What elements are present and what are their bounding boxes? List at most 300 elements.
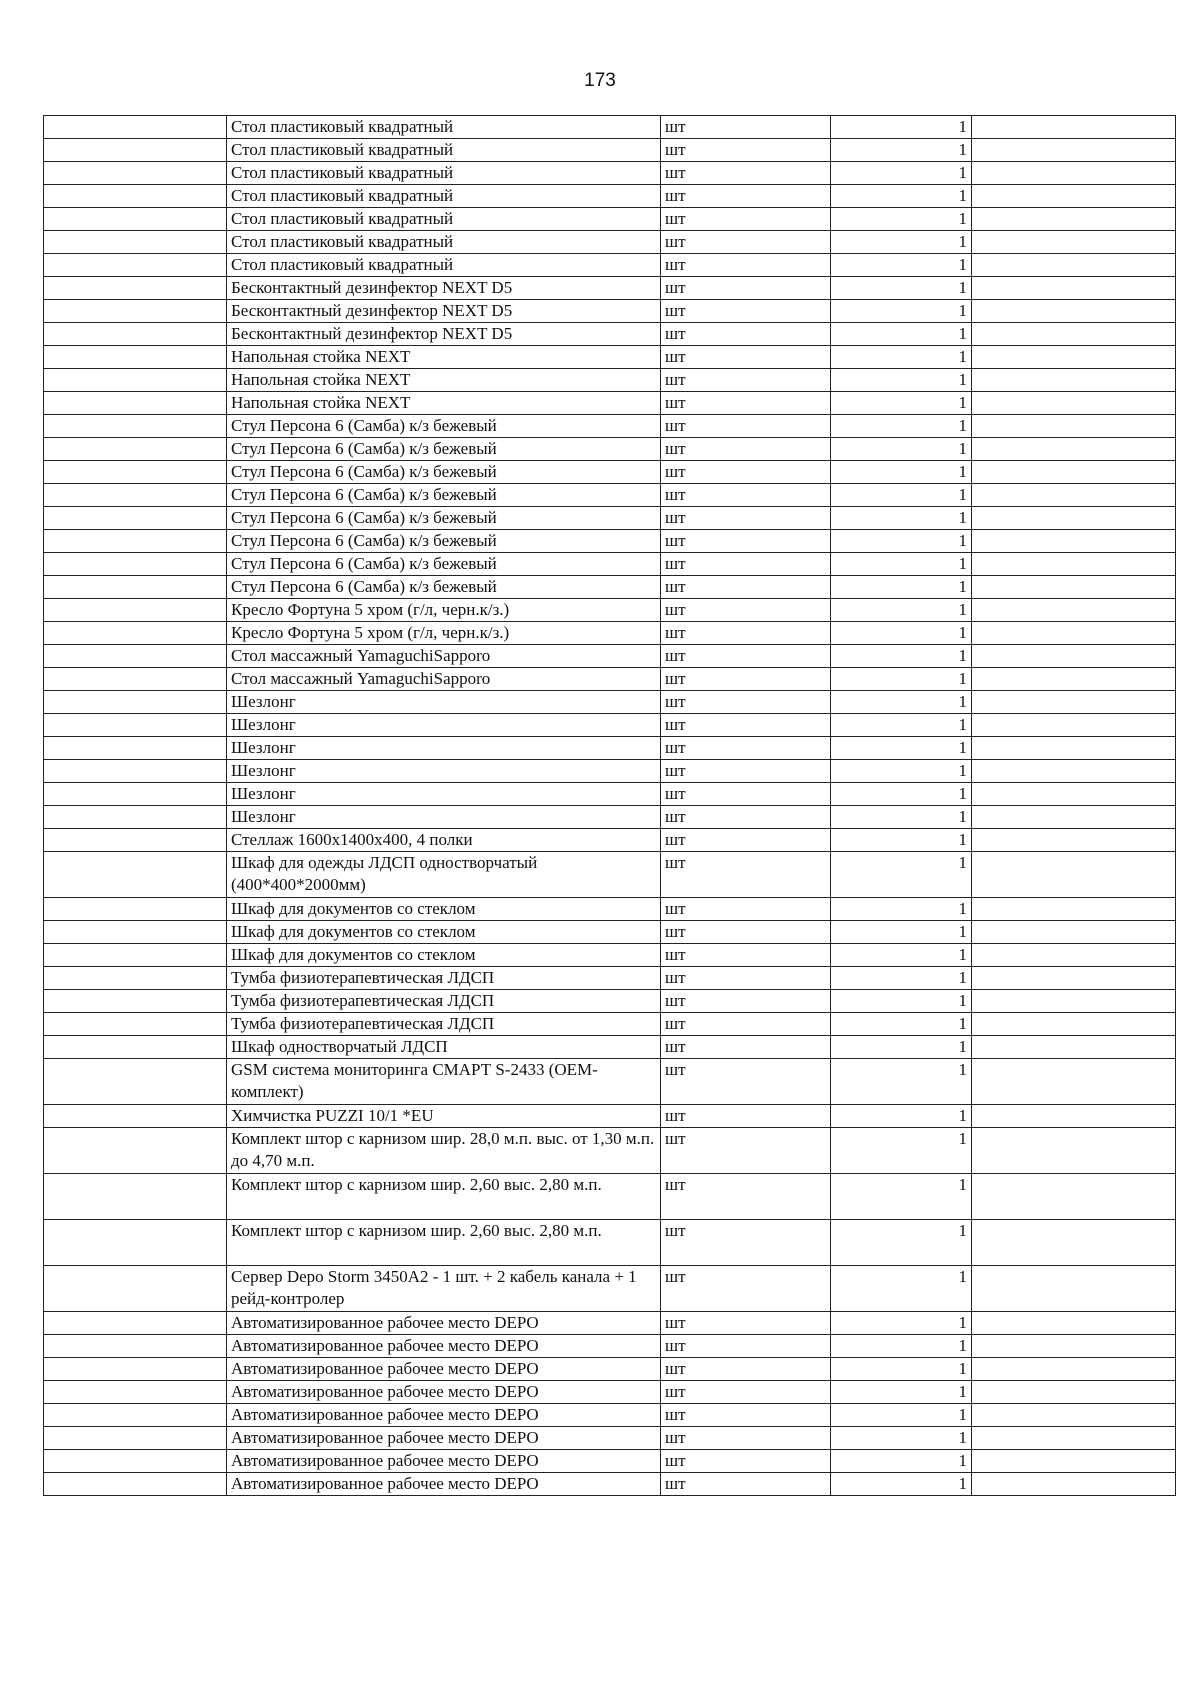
item-name-cell: Автоматизированное рабочее место DEPO bbox=[227, 1404, 661, 1427]
item-note-cell bbox=[972, 967, 1176, 990]
item-name-cell: Шкаф одностворчатый ЛДСП bbox=[227, 1036, 661, 1059]
item-unit-cell: шт bbox=[661, 783, 831, 806]
table-cell-blank bbox=[44, 1335, 227, 1358]
item-quantity-cell: 1 bbox=[831, 369, 972, 392]
item-quantity-cell: 1 bbox=[831, 714, 972, 737]
item-quantity-cell: 1 bbox=[831, 1404, 972, 1427]
item-note-cell bbox=[972, 1312, 1176, 1335]
item-name-cell: Автоматизированное рабочее место DEPO bbox=[227, 1381, 661, 1404]
table-cell-blank bbox=[44, 139, 227, 162]
table-cell-blank bbox=[44, 300, 227, 323]
table-cell-blank bbox=[44, 553, 227, 576]
item-quantity-cell: 1 bbox=[831, 1128, 972, 1174]
item-name-cell: Стол пластиковый квадратный bbox=[227, 116, 661, 139]
item-name-cell: Химчистка PUZZI 10/1 *EU bbox=[227, 1105, 661, 1128]
item-unit-cell: шт bbox=[661, 392, 831, 415]
table-row bbox=[44, 714, 1176, 737]
table-row bbox=[44, 783, 1176, 806]
item-note-cell bbox=[972, 484, 1176, 507]
table-row bbox=[44, 139, 1176, 162]
table-cell-blank bbox=[44, 760, 227, 783]
table-cell-blank bbox=[44, 668, 227, 691]
item-note-cell bbox=[972, 1358, 1176, 1381]
item-unit-cell: шт bbox=[661, 1220, 831, 1266]
table-cell-blank bbox=[44, 507, 227, 530]
item-quantity-cell: 1 bbox=[831, 461, 972, 484]
item-name-cell: Стул Персона 6 (Самба) к/з бежевый bbox=[227, 438, 661, 461]
item-name-cell: Стул Персона 6 (Самба) к/з бежевый bbox=[227, 461, 661, 484]
table-cell-blank bbox=[44, 1059, 227, 1105]
item-unit-cell: шт bbox=[661, 599, 831, 622]
item-quantity-cell: 1 bbox=[831, 898, 972, 921]
item-quantity-cell: 1 bbox=[831, 139, 972, 162]
item-note-cell bbox=[972, 300, 1176, 323]
item-quantity-cell: 1 bbox=[831, 1036, 972, 1059]
table-cell-blank bbox=[44, 277, 227, 300]
item-note-cell bbox=[972, 1220, 1176, 1266]
item-name-cell: Тумба физиотерапевтическая ЛДСП bbox=[227, 967, 661, 990]
item-unit-cell: шт bbox=[661, 737, 831, 760]
item-note-cell bbox=[972, 461, 1176, 484]
item-unit-cell: шт bbox=[661, 1450, 831, 1473]
item-unit-cell: шт bbox=[661, 829, 831, 852]
table-cell-blank bbox=[44, 829, 227, 852]
table-row bbox=[44, 1036, 1176, 1059]
item-quantity-cell: 1 bbox=[831, 208, 972, 231]
item-note-cell bbox=[972, 1105, 1176, 1128]
item-quantity-cell: 1 bbox=[831, 1220, 972, 1266]
item-name-cell: Шкаф для документов со стеклом bbox=[227, 898, 661, 921]
item-note-cell bbox=[972, 1013, 1176, 1036]
item-unit-cell: шт bbox=[661, 1335, 831, 1358]
table-row bbox=[44, 254, 1176, 277]
table-cell-blank bbox=[44, 530, 227, 553]
table-cell-blank bbox=[44, 1266, 227, 1312]
page-number: 173 bbox=[584, 70, 616, 91]
item-quantity-cell: 1 bbox=[831, 277, 972, 300]
item-name-cell: Стул Персона 6 (Самба) к/з бежевый bbox=[227, 484, 661, 507]
table-row bbox=[44, 1105, 1176, 1128]
table-row bbox=[44, 507, 1176, 530]
item-quantity-cell: 1 bbox=[831, 1473, 972, 1496]
table-row bbox=[44, 1174, 1176, 1220]
item-note-cell bbox=[972, 553, 1176, 576]
item-note-cell bbox=[972, 1450, 1176, 1473]
table-cell-blank bbox=[44, 346, 227, 369]
item-note-cell bbox=[972, 898, 1176, 921]
item-note-cell bbox=[972, 162, 1176, 185]
table-cell-blank bbox=[44, 1427, 227, 1450]
item-note-cell bbox=[972, 369, 1176, 392]
item-quantity-cell: 1 bbox=[831, 829, 972, 852]
item-note-cell bbox=[972, 576, 1176, 599]
item-note-cell bbox=[972, 783, 1176, 806]
item-unit-cell: шт bbox=[661, 1381, 831, 1404]
table-cell-blank bbox=[44, 254, 227, 277]
inventory-table bbox=[43, 115, 1176, 1496]
item-note-cell bbox=[972, 1404, 1176, 1427]
table-cell-blank bbox=[44, 967, 227, 990]
item-unit-cell: шт bbox=[661, 1427, 831, 1450]
item-unit-cell: шт bbox=[661, 1473, 831, 1496]
table-row bbox=[44, 668, 1176, 691]
table-row bbox=[44, 921, 1176, 944]
item-note-cell bbox=[972, 254, 1176, 277]
item-quantity-cell: 1 bbox=[831, 162, 972, 185]
item-name-cell: Комплект штор с карнизом шир. 2,60 выс. 2,80 м.п. bbox=[227, 1174, 661, 1220]
item-note-cell bbox=[972, 1427, 1176, 1450]
table-cell-blank bbox=[44, 392, 227, 415]
table-cell-blank bbox=[44, 461, 227, 484]
item-name-cell: Стеллаж 1600х1400х400, 4 полки bbox=[227, 829, 661, 852]
table-cell-blank bbox=[44, 714, 227, 737]
table-cell-blank bbox=[44, 1358, 227, 1381]
item-quantity-cell: 1 bbox=[831, 116, 972, 139]
item-name-cell: Бесконтактный дезинфектор NEXT D5 bbox=[227, 300, 661, 323]
table-row bbox=[44, 990, 1176, 1013]
item-quantity-cell: 1 bbox=[831, 1335, 972, 1358]
item-unit-cell: шт bbox=[661, 760, 831, 783]
item-unit-cell: шт bbox=[661, 645, 831, 668]
item-quantity-cell: 1 bbox=[831, 806, 972, 829]
item-note-cell bbox=[972, 231, 1176, 254]
table-row bbox=[44, 1358, 1176, 1381]
item-note-cell bbox=[972, 277, 1176, 300]
table-row bbox=[44, 1013, 1176, 1036]
table-cell-blank bbox=[44, 208, 227, 231]
table-row bbox=[44, 1312, 1176, 1335]
item-quantity-cell: 1 bbox=[831, 599, 972, 622]
item-unit-cell: шт bbox=[661, 622, 831, 645]
item-unit-cell: шт bbox=[661, 714, 831, 737]
item-unit-cell: шт bbox=[661, 185, 831, 208]
item-note-cell bbox=[972, 185, 1176, 208]
table-cell-blank bbox=[44, 599, 227, 622]
item-name-cell: Шезлонг bbox=[227, 714, 661, 737]
table-cell-blank bbox=[44, 1450, 227, 1473]
item-unit-cell: шт bbox=[661, 1105, 831, 1128]
table-row bbox=[44, 691, 1176, 714]
item-unit-cell: шт bbox=[661, 553, 831, 576]
item-name-cell: Кресло Фортуна 5 хром (г/л, черн.к/з.) bbox=[227, 599, 661, 622]
item-unit-cell: шт bbox=[661, 507, 831, 530]
table-cell-blank bbox=[44, 1174, 227, 1220]
table-row bbox=[44, 1128, 1176, 1174]
item-unit-cell: шт bbox=[661, 1174, 831, 1220]
item-note-cell bbox=[972, 1381, 1176, 1404]
item-note-cell bbox=[972, 1059, 1176, 1105]
item-name-cell: Шкаф для документов со стеклом bbox=[227, 921, 661, 944]
item-unit-cell: шт bbox=[661, 1266, 831, 1312]
item-quantity-cell: 1 bbox=[831, 553, 972, 576]
item-note-cell bbox=[972, 829, 1176, 852]
item-unit-cell: шт bbox=[661, 254, 831, 277]
item-unit-cell: шт bbox=[661, 691, 831, 714]
item-note-cell bbox=[972, 116, 1176, 139]
item-quantity-cell: 1 bbox=[831, 645, 972, 668]
item-name-cell: Стол массажный YamaguchiSapporo bbox=[227, 668, 661, 691]
item-name-cell: Шкаф для одежды ЛДСП одностворчатый (400*400*2000мм) bbox=[227, 852, 661, 898]
table-cell-blank bbox=[44, 162, 227, 185]
item-unit-cell: шт bbox=[661, 530, 831, 553]
table-cell-blank bbox=[44, 921, 227, 944]
item-name-cell: Комплект штор с карнизом шир. 2,60 выс. 2,80 м.п. bbox=[227, 1220, 661, 1266]
item-unit-cell: шт bbox=[661, 921, 831, 944]
item-note-cell bbox=[972, 392, 1176, 415]
item-unit-cell: шт bbox=[661, 346, 831, 369]
item-name-cell: Стул Персона 6 (Самба) к/з бежевый bbox=[227, 553, 661, 576]
item-name-cell: GSM система мониторинга СМАРТ S-2433 (OEM-комплект) bbox=[227, 1059, 661, 1105]
table-cell-blank bbox=[44, 898, 227, 921]
item-name-cell: Автоматизированное рабочее место DEPO bbox=[227, 1335, 661, 1358]
item-quantity-cell: 1 bbox=[831, 300, 972, 323]
item-quantity-cell: 1 bbox=[831, 691, 972, 714]
item-unit-cell: шт bbox=[661, 1013, 831, 1036]
item-name-cell: Шезлонг bbox=[227, 737, 661, 760]
item-quantity-cell: 1 bbox=[831, 231, 972, 254]
table-row bbox=[44, 530, 1176, 553]
table-row bbox=[44, 484, 1176, 507]
table-cell-blank bbox=[44, 231, 227, 254]
table-cell-blank bbox=[44, 1381, 227, 1404]
item-name-cell: Бесконтактный дезинфектор NEXT D5 bbox=[227, 323, 661, 346]
table-row bbox=[44, 1381, 1176, 1404]
table-cell-blank bbox=[44, 1105, 227, 1128]
item-unit-cell: шт bbox=[661, 461, 831, 484]
item-quantity-cell: 1 bbox=[831, 392, 972, 415]
item-name-cell: Автоматизированное рабочее место DEPO bbox=[227, 1450, 661, 1473]
item-quantity-cell: 1 bbox=[831, 484, 972, 507]
table-cell-blank bbox=[44, 1036, 227, 1059]
item-quantity-cell: 1 bbox=[831, 438, 972, 461]
item-note-cell bbox=[972, 921, 1176, 944]
item-quantity-cell: 1 bbox=[831, 323, 972, 346]
item-quantity-cell: 1 bbox=[831, 1174, 972, 1220]
item-quantity-cell: 1 bbox=[831, 737, 972, 760]
inventory-table-body bbox=[44, 116, 1176, 1496]
item-unit-cell: шт bbox=[661, 967, 831, 990]
table-row bbox=[44, 1335, 1176, 1358]
item-name-cell: Напольная стойка NEXT bbox=[227, 369, 661, 392]
table-cell-blank bbox=[44, 116, 227, 139]
item-note-cell bbox=[972, 1335, 1176, 1358]
item-unit-cell: шт bbox=[661, 806, 831, 829]
item-note-cell bbox=[972, 691, 1176, 714]
item-quantity-cell: 1 bbox=[831, 852, 972, 898]
item-unit-cell: шт bbox=[661, 415, 831, 438]
item-quantity-cell: 1 bbox=[831, 1427, 972, 1450]
item-unit-cell: шт bbox=[661, 323, 831, 346]
item-quantity-cell: 1 bbox=[831, 760, 972, 783]
item-quantity-cell: 1 bbox=[831, 668, 972, 691]
table-row bbox=[44, 806, 1176, 829]
table-row bbox=[44, 1266, 1176, 1312]
item-name-cell: Автоматизированное рабочее место DEPO bbox=[227, 1312, 661, 1335]
item-name-cell: Стул Персона 6 (Самба) к/з бежевый bbox=[227, 576, 661, 599]
table-row bbox=[44, 1059, 1176, 1105]
item-unit-cell: шт bbox=[661, 668, 831, 691]
item-unit-cell: шт bbox=[661, 1312, 831, 1335]
item-note-cell bbox=[972, 346, 1176, 369]
item-name-cell: Стол пластиковый квадратный bbox=[227, 162, 661, 185]
item-name-cell: Тумба физиотерапевтическая ЛДСП bbox=[227, 1013, 661, 1036]
table-cell-blank bbox=[44, 645, 227, 668]
table-row bbox=[44, 346, 1176, 369]
item-unit-cell: шт bbox=[661, 116, 831, 139]
item-quantity-cell: 1 bbox=[831, 415, 972, 438]
item-name-cell: Стол массажный YamaguchiSapporo bbox=[227, 645, 661, 668]
table-cell-blank bbox=[44, 691, 227, 714]
item-name-cell: Тумба физиотерапевтическая ЛДСП bbox=[227, 990, 661, 1013]
table-row bbox=[44, 967, 1176, 990]
item-unit-cell: шт bbox=[661, 277, 831, 300]
table-row bbox=[44, 1220, 1176, 1266]
table-cell-blank bbox=[44, 323, 227, 346]
table-row bbox=[44, 438, 1176, 461]
item-unit-cell: шт bbox=[661, 162, 831, 185]
table-row bbox=[44, 829, 1176, 852]
item-note-cell bbox=[972, 760, 1176, 783]
table-row bbox=[44, 231, 1176, 254]
item-note-cell bbox=[972, 1174, 1176, 1220]
item-note-cell bbox=[972, 1036, 1176, 1059]
item-unit-cell: шт bbox=[661, 231, 831, 254]
item-name-cell: Стул Персона 6 (Самба) к/з бежевый bbox=[227, 530, 661, 553]
table-cell-blank bbox=[44, 1128, 227, 1174]
item-quantity-cell: 1 bbox=[831, 1266, 972, 1312]
item-unit-cell: шт bbox=[661, 1404, 831, 1427]
item-name-cell: Шезлонг bbox=[227, 783, 661, 806]
item-quantity-cell: 1 bbox=[831, 1105, 972, 1128]
table-row bbox=[44, 323, 1176, 346]
table-row bbox=[44, 1450, 1176, 1473]
table-row bbox=[44, 185, 1176, 208]
item-name-cell: Напольная стойка NEXT bbox=[227, 346, 661, 369]
item-name-cell: Шезлонг bbox=[227, 806, 661, 829]
table-cell-blank bbox=[44, 1312, 227, 1335]
item-name-cell: Стул Персона 6 (Самба) к/з бежевый bbox=[227, 415, 661, 438]
item-quantity-cell: 1 bbox=[831, 507, 972, 530]
item-quantity-cell: 1 bbox=[831, 967, 972, 990]
item-note-cell bbox=[972, 507, 1176, 530]
table-row bbox=[44, 116, 1176, 139]
item-note-cell bbox=[972, 806, 1176, 829]
item-unit-cell: шт bbox=[661, 1358, 831, 1381]
item-note-cell bbox=[972, 737, 1176, 760]
item-quantity-cell: 1 bbox=[831, 944, 972, 967]
item-note-cell bbox=[972, 438, 1176, 461]
table-cell-blank bbox=[44, 1220, 227, 1266]
item-unit-cell: шт bbox=[661, 990, 831, 1013]
item-name-cell: Шкаф для документов со стеклом bbox=[227, 944, 661, 967]
item-unit-cell: шт bbox=[661, 1128, 831, 1174]
item-name-cell: Стол пластиковый квадратный bbox=[227, 231, 661, 254]
item-note-cell bbox=[972, 139, 1176, 162]
item-quantity-cell: 1 bbox=[831, 1059, 972, 1105]
item-note-cell bbox=[972, 415, 1176, 438]
item-quantity-cell: 1 bbox=[831, 185, 972, 208]
table-cell-blank bbox=[44, 1473, 227, 1496]
table-row bbox=[44, 622, 1176, 645]
table-row bbox=[44, 737, 1176, 760]
item-note-cell bbox=[972, 990, 1176, 1013]
table-cell-blank bbox=[44, 783, 227, 806]
item-quantity-cell: 1 bbox=[831, 346, 972, 369]
item-quantity-cell: 1 bbox=[831, 622, 972, 645]
table-row bbox=[44, 760, 1176, 783]
item-unit-cell: шт bbox=[661, 852, 831, 898]
item-name-cell: Автоматизированное рабочее место DEPO bbox=[227, 1473, 661, 1496]
item-quantity-cell: 1 bbox=[831, 1358, 972, 1381]
item-note-cell bbox=[972, 1473, 1176, 1496]
item-quantity-cell: 1 bbox=[831, 254, 972, 277]
item-unit-cell: шт bbox=[661, 139, 831, 162]
item-note-cell bbox=[972, 1128, 1176, 1174]
item-name-cell: Бесконтактный дезинфектор NEXT D5 bbox=[227, 277, 661, 300]
table-row bbox=[44, 944, 1176, 967]
item-note-cell bbox=[972, 1266, 1176, 1312]
item-note-cell bbox=[972, 714, 1176, 737]
table-row bbox=[44, 852, 1176, 898]
item-name-cell: Стол пластиковый квадратный bbox=[227, 208, 661, 231]
item-unit-cell: шт bbox=[661, 898, 831, 921]
item-unit-cell: шт bbox=[661, 944, 831, 967]
item-quantity-cell: 1 bbox=[831, 1312, 972, 1335]
item-name-cell: Кресло Фортуна 5 хром (г/л, черн.к/з.) bbox=[227, 622, 661, 645]
item-name-cell: Стол пластиковый квадратный bbox=[227, 139, 661, 162]
table-row bbox=[44, 1473, 1176, 1496]
item-name-cell: Стул Персона 6 (Самба) к/з бежевый bbox=[227, 507, 661, 530]
table-cell-blank bbox=[44, 415, 227, 438]
item-note-cell bbox=[972, 622, 1176, 645]
table-cell-blank bbox=[44, 990, 227, 1013]
item-quantity-cell: 1 bbox=[831, 1013, 972, 1036]
item-quantity-cell: 1 bbox=[831, 530, 972, 553]
table-cell-blank bbox=[44, 484, 227, 507]
item-quantity-cell: 1 bbox=[831, 990, 972, 1013]
item-quantity-cell: 1 bbox=[831, 1381, 972, 1404]
table-row bbox=[44, 392, 1176, 415]
table-row bbox=[44, 162, 1176, 185]
table-cell-blank bbox=[44, 1013, 227, 1036]
item-note-cell bbox=[972, 323, 1176, 346]
item-name-cell: Стол пластиковый квадратный bbox=[227, 185, 661, 208]
item-unit-cell: шт bbox=[661, 1036, 831, 1059]
table-row bbox=[44, 1427, 1176, 1450]
table-row bbox=[44, 369, 1176, 392]
item-unit-cell: шт bbox=[661, 300, 831, 323]
item-unit-cell: шт bbox=[661, 369, 831, 392]
item-name-cell: Напольная стойка NEXT bbox=[227, 392, 661, 415]
item-quantity-cell: 1 bbox=[831, 921, 972, 944]
table-row bbox=[44, 553, 1176, 576]
table-cell-blank bbox=[44, 806, 227, 829]
item-unit-cell: шт bbox=[661, 438, 831, 461]
item-name-cell: Автоматизированное рабочее место DEPO bbox=[227, 1358, 661, 1381]
table-cell-blank bbox=[44, 737, 227, 760]
table-cell-blank bbox=[44, 576, 227, 599]
table-cell-blank bbox=[44, 185, 227, 208]
item-unit-cell: шт bbox=[661, 1059, 831, 1105]
table-cell-blank bbox=[44, 944, 227, 967]
item-name-cell: Комплект штор с карнизом шир. 28,0 м.п. выс. от 1,30 м.п. до 4,70 м.п. bbox=[227, 1128, 661, 1174]
item-name-cell: Шезлонг bbox=[227, 691, 661, 714]
item-quantity-cell: 1 bbox=[831, 576, 972, 599]
table-row bbox=[44, 300, 1176, 323]
item-note-cell bbox=[972, 645, 1176, 668]
item-note-cell bbox=[972, 208, 1176, 231]
item-unit-cell: шт bbox=[661, 208, 831, 231]
